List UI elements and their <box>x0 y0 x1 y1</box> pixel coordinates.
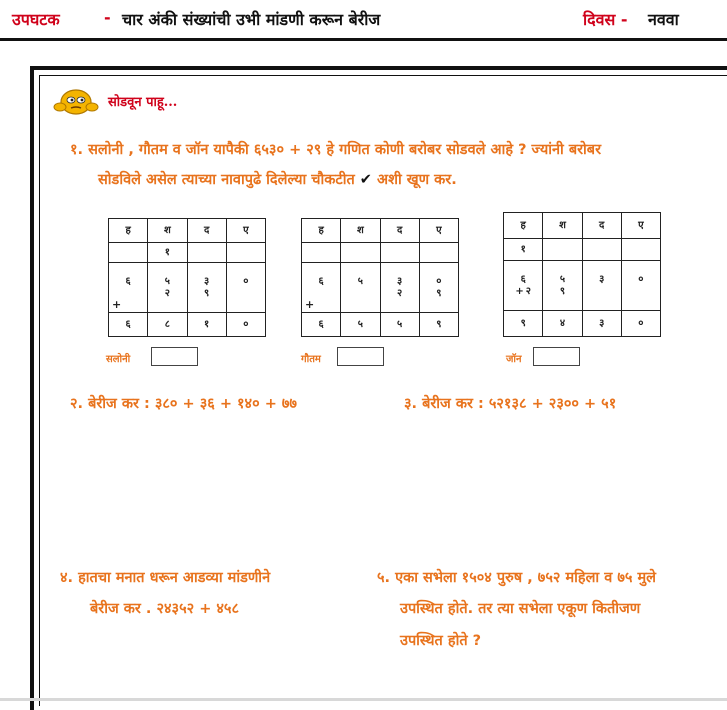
addend-digit-2: ९ <box>204 287 210 299</box>
result-cell: ० <box>226 313 265 337</box>
day-value: नववा <box>648 10 679 29</box>
answer-checkbox-gautam[interactable] <box>337 347 384 366</box>
header-cell: ह <box>109 219 148 243</box>
addend-digit-1: ० <box>436 275 442 287</box>
header-cell: ह <box>504 213 543 239</box>
thinking-face-icon <box>52 86 100 116</box>
day-label: दिवस - <box>583 10 628 29</box>
addend-digit-2: ९ <box>559 285 566 297</box>
carry-cell <box>226 243 265 263</box>
name-label-gautam: गौतम <box>301 354 321 365</box>
question-3: ३. बेरीज कर : ५२१३८ + २३०० + ५१ <box>404 396 617 412</box>
result-cell: ४ <box>543 311 582 337</box>
section-title: सोडवून पाहू... <box>108 95 178 110</box>
result-cell: ९ <box>419 313 458 337</box>
question-4-line1: ४. हातचा मनात धरून आडव्या मांडणीने <box>60 570 271 586</box>
carry-cell <box>187 243 226 263</box>
topic-text: चार अंकी संख्यांची उभी मांडणी करून बेरीज <box>122 10 381 29</box>
addend-cell <box>109 263 148 313</box>
question-1-line1: १. सलोनी , गौतम व जॉन यापैकी ६५३० + २९ हे गणित कोणी बरोबर सोडवले आहे ? ज्यांनी बरोबर <box>70 142 602 158</box>
addend-digit-1: ५ <box>164 275 170 287</box>
result-cell: ३ <box>582 311 621 337</box>
result-cell: ० <box>621 311 660 337</box>
addend-cell <box>302 263 341 313</box>
addend-digit-2-wrap <box>504 286 542 298</box>
addend-digit-2: ९ <box>436 287 442 299</box>
addend-digit-2 <box>227 288 265 300</box>
addend-digit-1: ६ <box>318 275 324 287</box>
carry-cell: १ <box>504 239 543 261</box>
addend-digit-1: ३ <box>599 273 605 285</box>
topic-dash: - <box>104 8 111 27</box>
carry-cell <box>109 243 148 263</box>
header-cell: श <box>341 219 380 243</box>
addend-digit-2: २ <box>397 287 403 299</box>
plus-sign: + <box>515 285 524 297</box>
carry-cell <box>419 243 458 263</box>
header-cell: ए <box>226 219 265 243</box>
name-label-saloni: सलोनी <box>106 354 131 365</box>
addend-digit-1: ६ <box>520 273 526 285</box>
question-1-line2-end: अशी खूण कर. <box>377 172 457 188</box>
addend-digit-2 <box>622 286 660 298</box>
name-label-john: जॉन <box>506 354 522 365</box>
addend-digit-1: ० <box>638 273 644 285</box>
addend-cell <box>582 261 621 311</box>
header-cell: ए <box>621 213 660 239</box>
carry-cell <box>341 243 380 263</box>
addend-digit-2: २ <box>164 287 170 299</box>
carry-cell <box>543 239 582 261</box>
answer-checkbox-saloni[interactable] <box>151 347 198 366</box>
header-cell: द <box>187 219 226 243</box>
carry-cell <box>621 239 660 261</box>
carry-cell <box>582 239 621 261</box>
topic-label: उपघटक <box>12 10 60 29</box>
addend-cell <box>187 263 226 313</box>
addend-cell <box>226 263 265 313</box>
answer-checkbox-john[interactable] <box>533 347 580 366</box>
result-cell: ६ <box>302 313 341 337</box>
question-1-line2-text: सोडविले असेल त्याच्या नावापुढे दिलेल्या चौकटीत <box>98 172 355 188</box>
addend-digit-1: ६ <box>125 275 131 287</box>
header-cell: द <box>380 219 419 243</box>
carry-cell <box>302 243 341 263</box>
addend-cell <box>621 261 660 311</box>
addend-cell <box>148 263 187 313</box>
carry-cell: १ <box>148 243 187 263</box>
addend-cell <box>543 261 582 311</box>
addend-digit-2 <box>341 288 379 300</box>
header-cell: श <box>543 213 582 239</box>
question-5-line3: उपस्थित होते ? <box>400 633 482 649</box>
question-5-line1: ५. एका सभेला १५०४ पुरुष , ७५२ महिला व ७५ मुले <box>377 570 656 586</box>
addend-cell <box>504 261 543 311</box>
header-cell: श <box>148 219 187 243</box>
question-2: २. बेरीज कर : ३८० + ३६ + १४० + ७७ <box>70 396 297 412</box>
result-cell: ६ <box>109 313 148 337</box>
result-cell: ५ <box>341 313 380 337</box>
addend-digit-1: ५ <box>357 275 363 287</box>
addend-cell <box>419 263 458 313</box>
addend-cell <box>341 263 380 313</box>
plus-sign: + <box>112 298 122 311</box>
question-5-line2: उपस्थित होते. तर त्या सभेला एकूण कितीजण <box>400 601 641 617</box>
header-cell: द <box>582 213 621 239</box>
question-1-line2 <box>98 169 457 189</box>
result-cell: ८ <box>148 313 187 337</box>
addend-digit-1: ५ <box>559 273 566 285</box>
result-cell: ९ <box>504 311 543 337</box>
addend-digit-1: ३ <box>204 275 210 287</box>
place-value-grid-gautam <box>301 218 459 337</box>
addend-cell <box>380 263 419 313</box>
plus-sign: + <box>305 298 315 311</box>
addend-digit-1: ३ <box>397 275 403 287</box>
place-value-grid-john <box>503 212 661 337</box>
result-cell: १ <box>187 313 226 337</box>
addend-digit-2: २ <box>525 285 531 297</box>
header-cell: ह <box>302 219 341 243</box>
question-4-line2: बेरीज कर . २४३५२ + ४५८ <box>90 601 240 617</box>
header-divider <box>0 38 727 41</box>
carry-cell <box>380 243 419 263</box>
check-mark-icon: ✔ <box>359 172 372 188</box>
addend-digit-1: ० <box>243 275 249 287</box>
result-cell: ५ <box>380 313 419 337</box>
header-cell: ए <box>419 219 458 243</box>
addend-digit-2 <box>583 286 621 298</box>
place-value-grid-saloni <box>108 218 266 337</box>
